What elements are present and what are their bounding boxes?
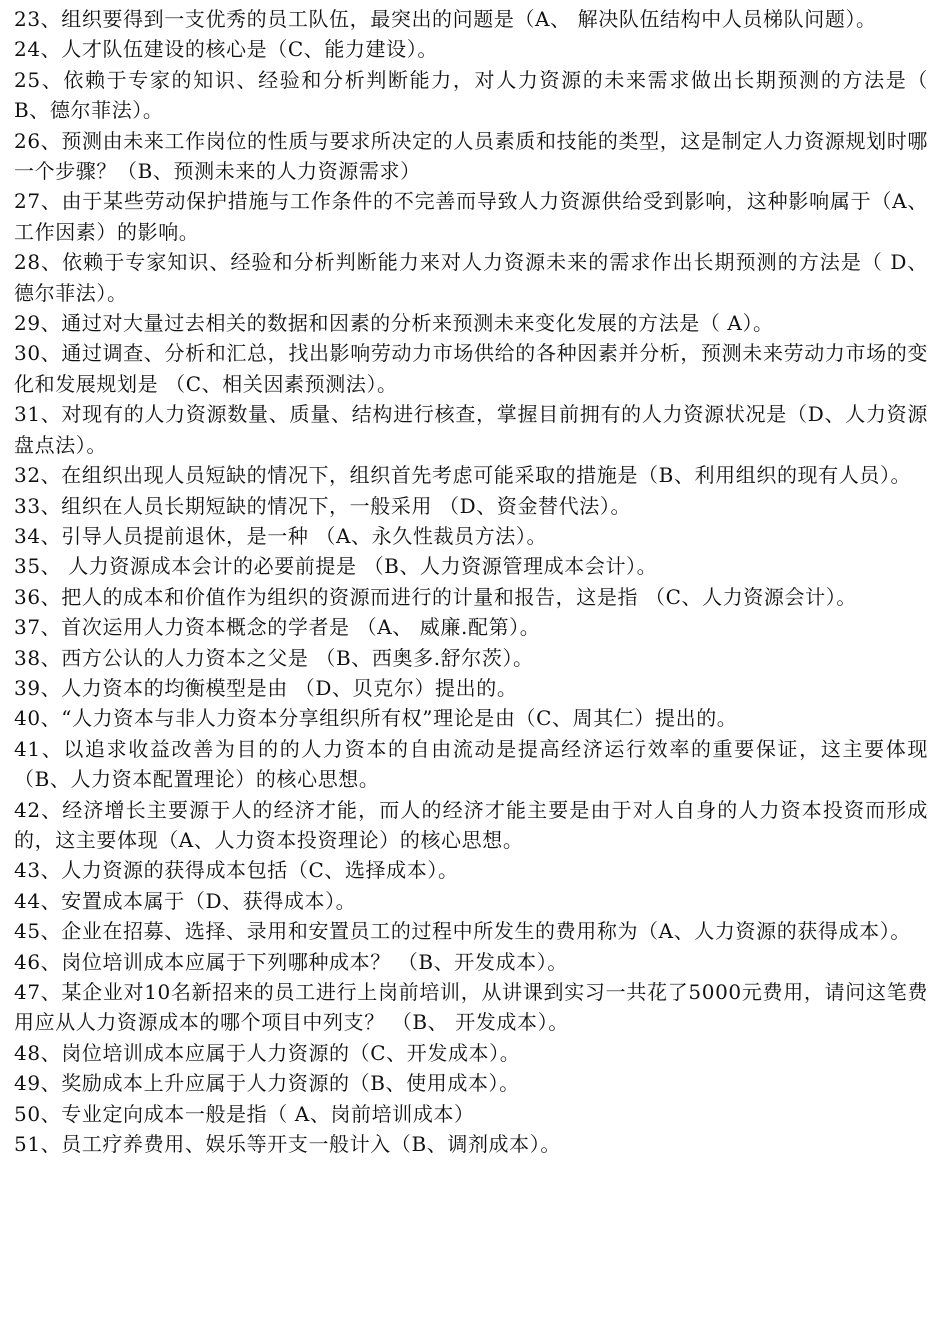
question-item: 30、通过调查、分析和汇总，找出影响劳动力市场供给的各种因素并分析，预测未来劳动力市场的变化和发展规划是 （C、相关因素预测法）。 — [14, 341, 928, 396]
question-item: 29、通过对大量过去相关的数据和因素的分析来预测未来变化发展的方法是（ A）。 — [14, 311, 774, 336]
question-item: 38、西方公认的人力资本之父是 （B、西奥多.舒尔茨）。 — [14, 645, 534, 670]
question-item: 25、依赖于专家的知识、经验和分析判断能力，对人力资源的未来需求做出长期预测的方法是（ B、德尔菲法）。 — [14, 67, 928, 123]
question-item: 51、员工疗养费用、娱乐等开支一般计入（B、调剂成本）。 — [14, 1132, 561, 1157]
question-item: 44、安置成本属于（D、获得成本）。 — [14, 888, 357, 913]
question-item: 24、人才队伍建设的核心是（C、能力建设）。 — [14, 37, 438, 62]
question-item: 31、对现有的人力资源数量、质量、结构进行核查，掌握目前拥有的人力资源状况是（D、人力资源盘点法）。 — [14, 402, 928, 457]
question-item: 35、 人力资源成本会计的必要前提是 （B、人力资源管理成本会计）。 — [14, 554, 658, 579]
question-item: 48、岗位培训成本应属于人力资源的（C、开发成本）。 — [14, 1040, 521, 1065]
question-item: 32、在组织出现人员短缺的情况下，组织首先考虑可能采取的措施是（B、利用组织的现有人员）。 — [14, 463, 912, 488]
question-item: 39、人力资本的均衡模型是由 （D、贝克尔）提出的。 — [14, 675, 518, 700]
question-item: 37、首次运用人力资本概念的学者是 （A、 威廉.配第）。 — [14, 615, 541, 640]
question-item: 41、以追求收益改善为目的的人力资本的自由流动是提高经济运行效率的重要保证，这主要体现（B、人力资本配置理论）的核心思想。 — [14, 736, 928, 792]
question-item: 49、奖励成本上升应属于人力资源的（B、使用成本）。 — [14, 1071, 520, 1096]
question-item: 36、把人的成本和价值作为组织的资源而进行的计量和报告，这是指 （C、人力资源会计）。 — [14, 584, 857, 609]
question-item: 46、岗位培训成本应属于下列哪种成本？ （B、开发成本）。 — [14, 949, 568, 974]
question-item: 26、预测由未来工作岗位的性质与要求所决定的人员素质和技能的类型，这是制定人力资源规划时哪一个步骤？（B、预测未来的人力资源需求） — [14, 128, 928, 184]
question-item: 43、人力资源的获得成本包括（C、选择成本）。 — [14, 858, 459, 883]
document-page — [14, 4, 928, 1159]
question-item: 50、专业定向成本一般是指（ A、岗前培训成本） — [14, 1101, 475, 1126]
question-item: 33、组织在人员长期短缺的情况下，一般采用 （D、资金替代法）。 — [14, 493, 632, 518]
question-item: 28、依赖于专家知识、经验和分析判断能力来对人力资源未来的需求作出长期预测的方法是（ D、德尔菲法）。 — [14, 250, 928, 305]
question-item: 27、由于某些劳动保护措施与工作条件的不完善而导致人力资源供给受到影响，这种影响属于（A、工作因素）的影响。 — [14, 189, 928, 244]
question-item: 47、某企业对10名新招来的员工进行上岗前培训，从讲课到实习一共花了5000元费用，请问这笔费用应从人力资源成本的哪个项目中列支？ （B、 开发成本）。 — [14, 980, 928, 1035]
question-item: 34、引导人员提前退休，是一种 （A、永久性裁员方法）。 — [14, 523, 548, 548]
question-item: 40、“人力资本与非人力资本分享组织所有权”理论是由（C、周其仁）提出的。 — [14, 706, 738, 731]
question-item: 42、经济增长主要源于人的经济才能，而人的经济才能主要是由于对人自身的人力资本投资而形成的，这主要体现（A、人力资本投资理论）的核心思想。 — [14, 797, 928, 852]
question-item: 45、企业在招募、选择、录用和安置员工的过程中所发生的费用称为（A、人力资源的获得成本）。 — [14, 919, 911, 944]
question-item: 23、组织要得到一支优秀的员工队伍，最突出的问题是（A、 解决队伍结构中人员梯队问题）。 — [14, 7, 877, 31]
